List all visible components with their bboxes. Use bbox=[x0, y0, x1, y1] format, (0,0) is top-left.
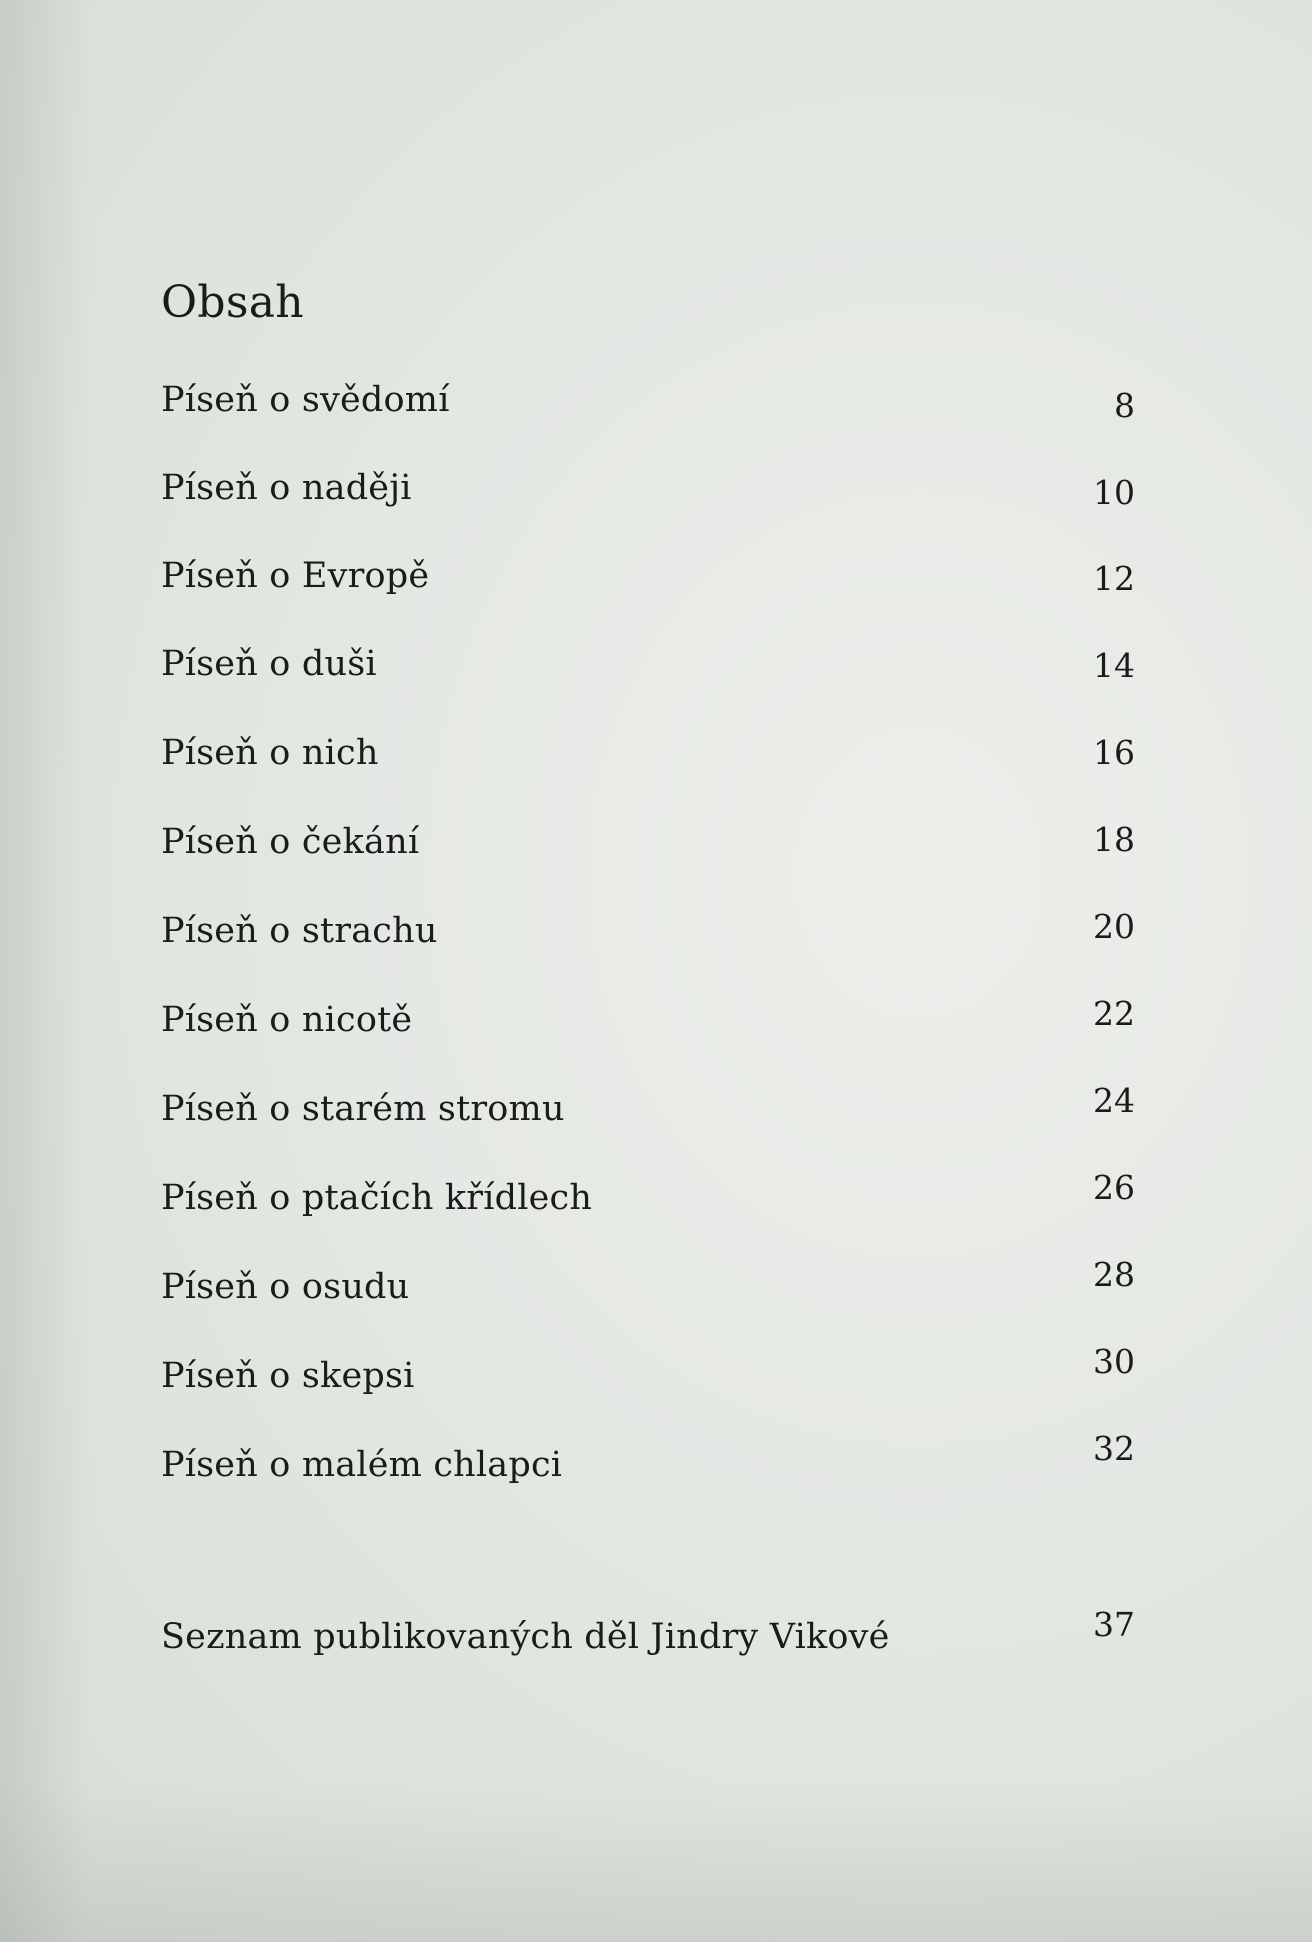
toc-entry bbox=[161, 552, 1135, 600]
toc-appendix-entry bbox=[161, 1605, 1135, 1661]
toc-entry-page: 16 bbox=[1093, 733, 1135, 772]
toc-entry bbox=[161, 640, 1135, 688]
toc-entry bbox=[161, 729, 1135, 777]
toc-entry-title: Píseň o skepsi bbox=[161, 1356, 415, 1396]
toc-entry-title: Píseň o starém stromu bbox=[161, 1089, 565, 1129]
toc-entry bbox=[161, 376, 1135, 424]
toc-appendix-title: Seznam publikovaných děl Jindry Vikové bbox=[161, 1617, 890, 1657]
toc-entry-page: 8 bbox=[1114, 386, 1135, 425]
toc-entry-page: 30 bbox=[1093, 1342, 1135, 1381]
toc-entry-title: Píseň o nicotě bbox=[161, 1000, 413, 1040]
toc-entry bbox=[161, 464, 1135, 512]
toc-entry-title: Píseň o osudu bbox=[161, 1267, 410, 1307]
toc-appendix-page: 37 bbox=[1093, 1605, 1135, 1644]
page-shadow-left bbox=[0, 0, 90, 1942]
toc-entry-page: 10 bbox=[1093, 473, 1135, 512]
toc-entry bbox=[161, 907, 1135, 955]
toc-entry bbox=[161, 818, 1135, 866]
toc-entry-page: 28 bbox=[1093, 1255, 1135, 1294]
toc-entry bbox=[161, 1081, 1135, 1133]
toc-entry bbox=[161, 996, 1135, 1044]
toc-entry-title: Píseň o čekání bbox=[161, 822, 420, 862]
toc-entry-title: Píseň o strachu bbox=[161, 911, 438, 951]
page-title: Obsah bbox=[161, 277, 304, 328]
toc-entry bbox=[161, 1429, 1135, 1489]
toc-entry-page: 22 bbox=[1093, 994, 1135, 1033]
toc-entry-page: 14 bbox=[1093, 646, 1135, 685]
toc-entry-title: Píseň o Evropě bbox=[161, 556, 430, 596]
toc-entry-page: 12 bbox=[1093, 559, 1135, 598]
toc-entry bbox=[161, 1255, 1135, 1311]
toc-entry-title: Píseň o malém chlapci bbox=[161, 1445, 563, 1485]
toc-entry bbox=[161, 1342, 1135, 1400]
toc-entry bbox=[161, 1168, 1135, 1222]
toc-entry-page: 20 bbox=[1093, 907, 1135, 946]
table-of-contents bbox=[161, 0, 1135, 1942]
toc-entry-page: 32 bbox=[1093, 1429, 1135, 1468]
toc-entry-page: 24 bbox=[1093, 1081, 1135, 1120]
toc-entry-title: Píseň o ptačích křídlech bbox=[161, 1178, 593, 1218]
toc-entry-title: Píseň o naději bbox=[161, 468, 412, 508]
toc-entry-title: Píseň o svědomí bbox=[161, 380, 450, 420]
toc-entry-page: 18 bbox=[1093, 820, 1135, 859]
toc-entry-title: Píseň o nich bbox=[161, 733, 379, 773]
toc-entry-title: Píseň o duši bbox=[161, 644, 377, 684]
toc-entry-page: 26 bbox=[1093, 1168, 1135, 1207]
